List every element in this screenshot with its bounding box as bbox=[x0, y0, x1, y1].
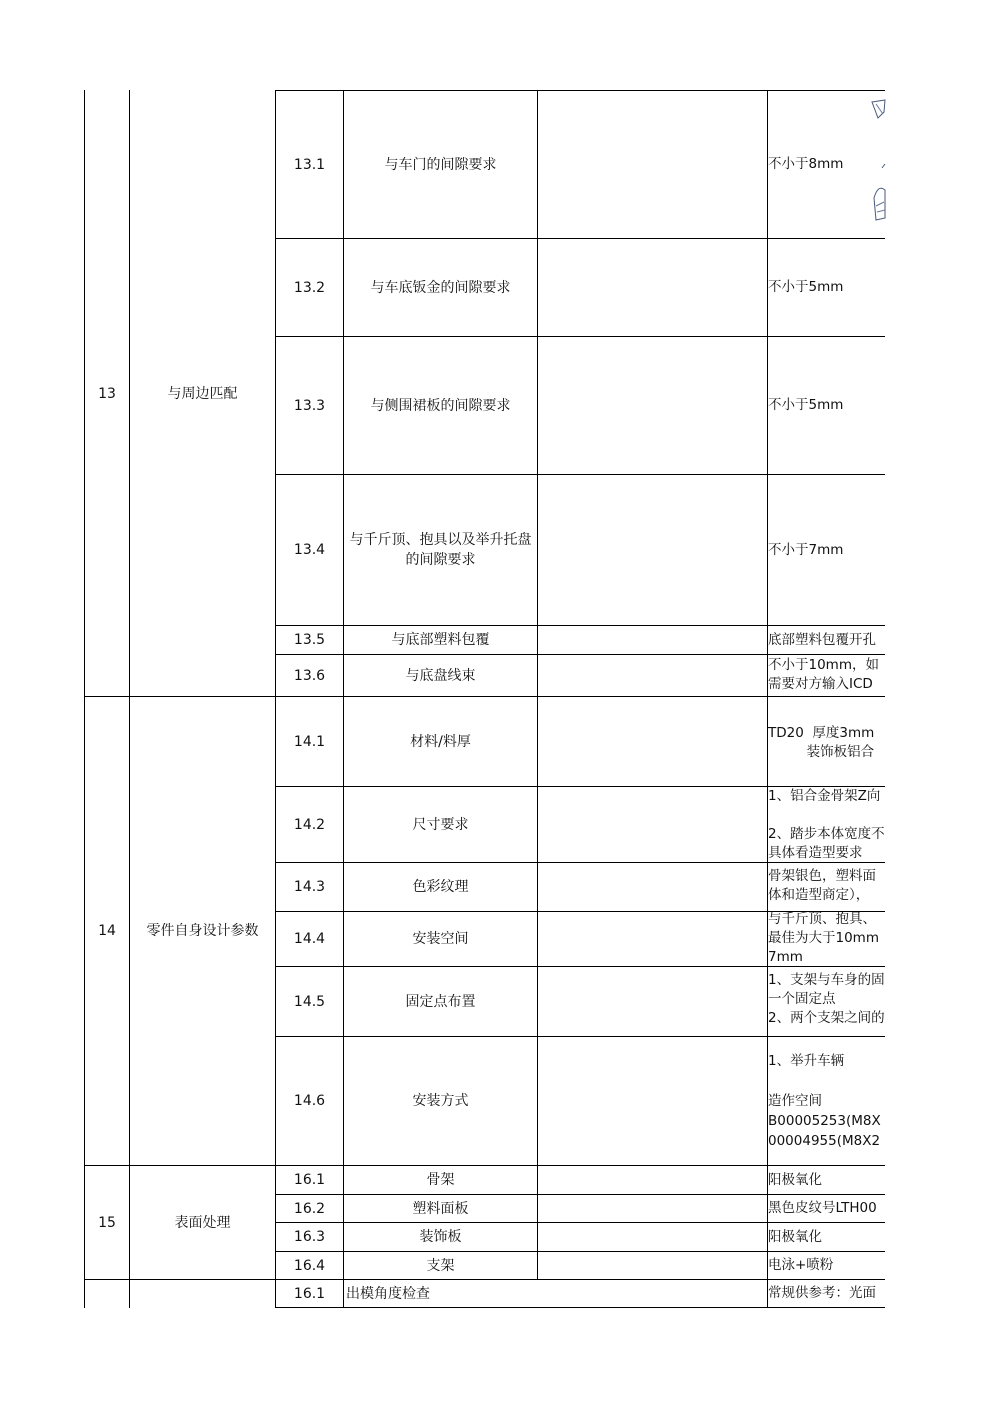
row-code: 13.6 bbox=[293, 667, 326, 684]
row-code: 14.5 bbox=[293, 993, 326, 1010]
row-spec: 1、铝合金骨架Z向 2、踏步本体宽度不 具体看造型要求 bbox=[768, 788, 885, 861]
group-number: 15 bbox=[98, 1214, 116, 1231]
row-code: 13.2 bbox=[293, 279, 326, 296]
row-code: 13.3 bbox=[293, 397, 326, 414]
row-code: 16.3 bbox=[293, 1229, 326, 1245]
row-item: 固定点布置 bbox=[405, 993, 476, 1010]
group-name: 与周边匹配 bbox=[167, 385, 238, 402]
row-spec: 1、支架与车身的固 一个固定点 2、两个支架之间的 bbox=[768, 972, 885, 1026]
row-spec: 黑色皮纹号LTH00 bbox=[768, 1200, 877, 1216]
row-item: 安装空间 bbox=[412, 931, 469, 947]
row-item: 装饰板 bbox=[419, 1229, 462, 1245]
row-spec: 阳极氧化 bbox=[768, 1171, 822, 1188]
row-spec: 不小于10mm，如 需要对方输入ICD bbox=[768, 657, 879, 692]
group-number: 13 bbox=[98, 385, 116, 402]
row-code: 14.6 bbox=[293, 1093, 326, 1109]
row-item: 色彩纹理 bbox=[412, 879, 469, 895]
row-code: 13.1 bbox=[293, 156, 326, 173]
row-item: 尺寸要求 bbox=[412, 816, 469, 833]
row-code: 16.4 bbox=[293, 1257, 326, 1274]
row-code: 13.4 bbox=[293, 542, 326, 558]
row-spec: 骨架银色，塑料面 体和造型商定）， bbox=[768, 868, 876, 903]
row-code: 14.1 bbox=[293, 733, 326, 750]
row-spec: 常规供参考：光面 bbox=[768, 1285, 876, 1301]
row-item: 与车门的间隙要求 bbox=[384, 156, 497, 173]
row-spec: TD20 厚度3mm 装饰板铝合 bbox=[768, 725, 875, 760]
row-code: 13.5 bbox=[293, 632, 326, 648]
row-spec: 阳极氧化 bbox=[768, 1228, 822, 1245]
grid-line bbox=[275, 1307, 885, 1308]
row-spec: 底部塑料包覆开孔 bbox=[768, 631, 876, 648]
row-code: 14.4 bbox=[293, 931, 326, 947]
group-name: 表面处理 bbox=[174, 1214, 231, 1231]
row-spec: 1、举升车辆 造作空间 B00005253(M8X 00004955(M8X2 bbox=[768, 1053, 881, 1149]
row-item: 出模角度检查 bbox=[346, 1285, 430, 1302]
row-item: 安装方式 bbox=[412, 1093, 469, 1109]
row-item: 与千斤顶、抱具以及举升托盘的间隙要求 bbox=[349, 532, 532, 568]
group-number: 14 bbox=[98, 923, 116, 939]
row-item: 支架 bbox=[426, 1257, 455, 1274]
row-code: 14.2 bbox=[293, 816, 326, 833]
row-code: 16.1 bbox=[293, 1285, 326, 1302]
row-spec: 电泳+喷粉 bbox=[768, 1257, 834, 1273]
row-spec: 不小于8mm bbox=[768, 156, 844, 172]
row-spec: 与千斤顶、抱具、 最佳为大于10mm 7mm bbox=[768, 911, 879, 965]
row-item: 与车底钣金的间隙要求 bbox=[370, 279, 511, 296]
row-code: 14.3 bbox=[293, 879, 326, 895]
row-item: 骨架 bbox=[426, 1172, 455, 1188]
row-item: 材料/料厚 bbox=[410, 733, 471, 750]
row-code: 16.1 bbox=[293, 1172, 326, 1188]
row-spec: 不小于5mm bbox=[768, 397, 844, 413]
row-item: 与底部塑料包覆 bbox=[391, 632, 490, 648]
row-item: 塑料面板 bbox=[412, 1200, 469, 1217]
group-name: 零件自身设计参数 bbox=[146, 923, 259, 939]
row-item: 与底盘线束 bbox=[405, 667, 476, 684]
row-spec: 不小于7mm bbox=[768, 541, 844, 558]
drawing-fragment-image bbox=[870, 98, 886, 226]
row-spec: 不小于5mm bbox=[768, 279, 844, 295]
row-code: 16.2 bbox=[293, 1200, 326, 1217]
row-item: 与侧围裙板的间隙要求 bbox=[370, 397, 511, 414]
grid-line bbox=[537, 90, 538, 1280]
